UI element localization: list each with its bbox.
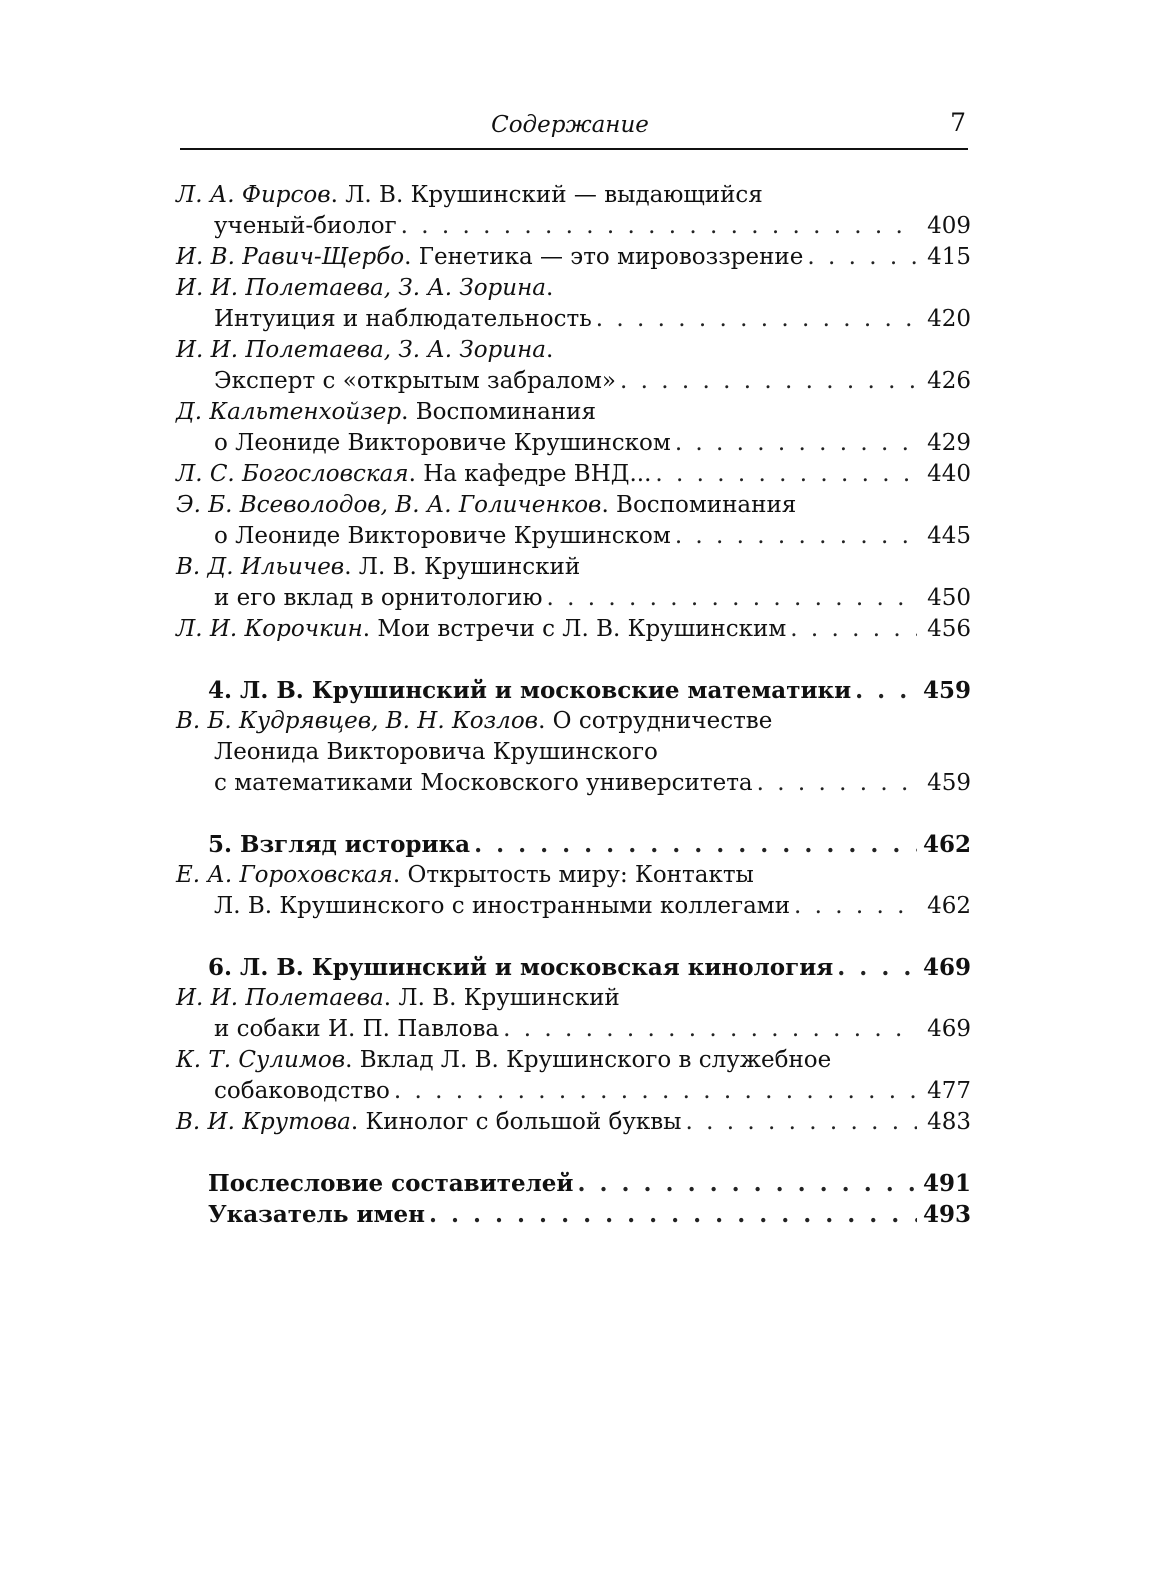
leader-dots bbox=[807, 242, 917, 273]
table-of-contents bbox=[176, 180, 971, 1230]
leader-dots bbox=[790, 614, 917, 645]
toc-section-heading bbox=[176, 829, 971, 860]
leader-dots bbox=[547, 583, 917, 614]
toc-page: 462 bbox=[922, 831, 971, 858]
toc-title: с математиками Московского университета bbox=[214, 770, 753, 796]
toc-title: . Открытость миру: Контакты bbox=[392, 862, 754, 888]
section-title: Указатель имен bbox=[208, 1201, 425, 1228]
toc-page: 483 bbox=[927, 1109, 971, 1135]
toc-entry-line bbox=[176, 1076, 971, 1107]
toc-entry-line bbox=[176, 242, 971, 273]
toc-section-heading bbox=[176, 1168, 971, 1199]
toc-title: Л. В. Крушинского с иностранными коллегами bbox=[214, 893, 791, 919]
leader-dots bbox=[655, 459, 917, 490]
toc-entry-line bbox=[176, 1045, 971, 1076]
page-number: 7 bbox=[950, 108, 966, 137]
running-header bbox=[180, 108, 968, 150]
toc-section-heading bbox=[176, 1199, 971, 1230]
toc-page: 459 bbox=[922, 677, 971, 704]
section-title: 5. Взгляд историка bbox=[208, 831, 471, 858]
toc-author: Э. Б. Всеволодов, В. А. Голиченков bbox=[176, 492, 602, 518]
toc-entry-line bbox=[176, 366, 971, 397]
toc-title: собаководство bbox=[214, 1078, 390, 1104]
toc-title: ученый-биолог bbox=[214, 213, 397, 239]
toc-entry-line bbox=[176, 1014, 971, 1045]
toc-page: 426 bbox=[927, 368, 971, 394]
toc-entry-line bbox=[176, 768, 971, 799]
toc-entry-line bbox=[176, 706, 971, 737]
leader-dots bbox=[401, 211, 917, 242]
toc-author: Е. А. Гороховская bbox=[176, 862, 393, 888]
toc-title: . Л. В. Крушинский bbox=[383, 985, 620, 1011]
toc-author: И. И. Полетаева, З. А. Зорина bbox=[176, 275, 546, 301]
section-gap bbox=[176, 799, 971, 829]
toc-author: В. И. Крутова bbox=[176, 1109, 351, 1135]
toc-author: И. В. Равич-Щербо bbox=[176, 244, 405, 270]
toc-title: о Леониде Викторовиче Крушинском bbox=[214, 523, 671, 549]
toc-page: 493 bbox=[922, 1201, 971, 1228]
toc-entry-line bbox=[176, 983, 971, 1014]
toc-author: Л. И. Корочкин bbox=[176, 616, 363, 642]
toc-page: 445 bbox=[927, 523, 971, 549]
toc-page: 420 bbox=[927, 306, 971, 332]
leader-dots bbox=[429, 1199, 917, 1230]
toc-page: 469 bbox=[922, 954, 971, 981]
toc-entry-line bbox=[176, 273, 971, 304]
section-gap bbox=[176, 645, 971, 675]
toc-title: и его вклад в орнитологию bbox=[214, 585, 543, 611]
toc-title: Леонида Викторовича Крушинского bbox=[214, 739, 658, 765]
leader-dots bbox=[794, 891, 917, 922]
toc-title: . Генетика — это мировоззрение bbox=[404, 244, 804, 270]
toc-author: К. Т. Сулимов bbox=[176, 1047, 346, 1073]
toc-entry-line bbox=[176, 397, 971, 428]
toc-section-heading bbox=[176, 675, 971, 706]
toc-entry-line bbox=[176, 614, 971, 645]
toc-title: . На кафедре ВНД... bbox=[408, 461, 652, 487]
toc-title: . Л. В. Крушинский bbox=[344, 554, 581, 580]
leader-dots bbox=[578, 1168, 918, 1199]
toc-title: о Леониде Викторовиче Крушинском bbox=[214, 430, 671, 456]
toc-entry-line bbox=[176, 211, 971, 242]
toc-title: Эксперт с «открытым забралом» bbox=[214, 368, 616, 394]
leader-dots bbox=[855, 675, 917, 706]
leader-dots bbox=[503, 1014, 917, 1045]
leader-dots bbox=[757, 768, 917, 799]
toc-entry-line bbox=[176, 180, 971, 211]
toc-entry-line bbox=[176, 860, 971, 891]
toc-author: В. Д. Ильичев bbox=[176, 554, 345, 580]
toc-entry-line bbox=[176, 304, 971, 335]
toc-title: . Воспоминания bbox=[401, 399, 596, 425]
toc-entry-line bbox=[176, 428, 971, 459]
section-title: 6. Л. В. Крушинский и московская кинология bbox=[208, 954, 834, 981]
toc-entry-line bbox=[176, 1107, 971, 1138]
toc-author: Л. С. Богословская bbox=[176, 461, 409, 487]
toc-page: 429 bbox=[927, 430, 971, 456]
section-gap bbox=[176, 922, 971, 952]
leader-dots bbox=[675, 428, 917, 459]
toc-page: 415 bbox=[927, 244, 971, 270]
toc-title: Интуиция и наблюдательность bbox=[214, 306, 592, 332]
toc-title: . Мои встречи с Л. В. Крушинским bbox=[362, 616, 787, 642]
leader-dots bbox=[675, 521, 917, 552]
toc-title: . Л. В. Крушинский — выдающийся bbox=[330, 182, 763, 208]
toc-entry-line bbox=[176, 891, 971, 922]
toc-page: 440 bbox=[927, 461, 971, 487]
toc-entry-line bbox=[176, 335, 971, 366]
toc-page: 450 bbox=[927, 585, 971, 611]
leader-dots bbox=[837, 952, 917, 983]
leader-dots bbox=[474, 829, 917, 860]
toc-author: Д. Кальтенхойзер bbox=[176, 399, 402, 425]
toc-title: и собаки И. П. Павлова bbox=[214, 1016, 500, 1042]
toc-title: . Воспоминания bbox=[601, 492, 797, 518]
toc-title: . bbox=[545, 275, 554, 301]
toc-page: 456 bbox=[927, 616, 971, 642]
toc-page: 477 bbox=[927, 1078, 971, 1104]
toc-entry-line bbox=[176, 583, 971, 614]
toc-title: . Вклад Л. В. Крушинского в служебное bbox=[345, 1047, 832, 1073]
toc-page: 491 bbox=[922, 1170, 971, 1197]
section-title: Послесловие составителей bbox=[208, 1170, 574, 1197]
toc-title: . bbox=[545, 337, 554, 363]
toc-section-heading bbox=[176, 952, 971, 983]
toc-page: 409 bbox=[927, 213, 971, 239]
toc-entry-line bbox=[176, 737, 971, 768]
toc-entry-line bbox=[176, 552, 971, 583]
toc-title: . О сотрудничестве bbox=[538, 708, 773, 734]
toc-page: 462 bbox=[927, 893, 971, 919]
toc-entry-line bbox=[176, 521, 971, 552]
section-title: 4. Л. В. Крушинский и московские математики bbox=[208, 677, 852, 704]
leader-dots bbox=[685, 1107, 917, 1138]
leader-dots bbox=[596, 304, 917, 335]
toc-author: И. И. Полетаева, З. А. Зорина bbox=[176, 337, 546, 363]
toc-entry-line bbox=[176, 490, 971, 521]
toc-author: Л. А. Фирсов bbox=[176, 182, 331, 208]
toc-title: . Кинолог с большой буквы bbox=[350, 1109, 682, 1135]
toc-entry-line bbox=[176, 459, 971, 490]
leader-dots bbox=[620, 366, 917, 397]
section-gap bbox=[176, 1138, 971, 1168]
toc-author: В. Б. Кудрявцев, В. Н. Козлов bbox=[176, 708, 539, 734]
toc-author: И. И. Полетаева bbox=[176, 985, 384, 1011]
running-title: Содержание bbox=[491, 112, 649, 138]
toc-page: 459 bbox=[927, 770, 971, 796]
leader-dots bbox=[394, 1076, 917, 1107]
toc-page: 469 bbox=[927, 1016, 971, 1042]
